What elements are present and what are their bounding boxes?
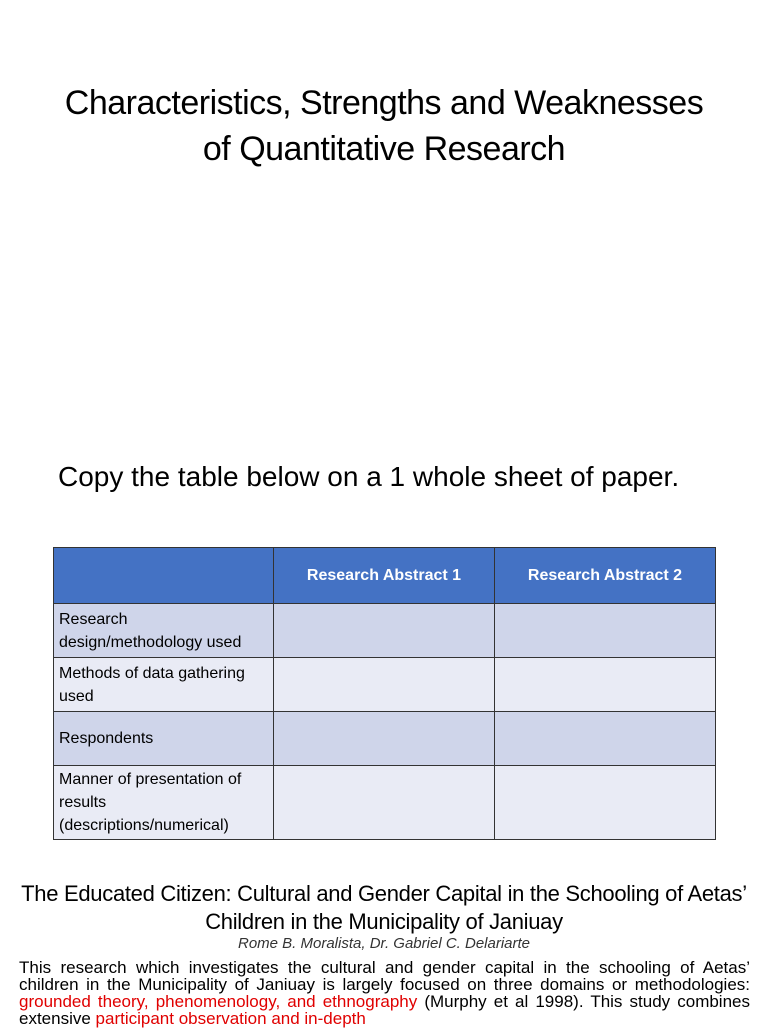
- row-label: Research design/methodology used: [54, 604, 274, 658]
- row-label: Methods of data gathering used: [54, 658, 274, 712]
- abstract-highlight: participant observation and in-depth: [95, 1009, 366, 1028]
- cell-abstract-1: [274, 766, 495, 840]
- header-cell-empty: [54, 548, 274, 604]
- instruction-text: Copy the table below on a 1 whole sheet of paper.: [58, 461, 680, 492]
- table-row: [54, 712, 716, 766]
- table-row: [54, 658, 716, 712]
- table-row: [54, 604, 716, 658]
- cell-abstract-1: [274, 604, 495, 658]
- slide-title: Characteristics, Strengths and Weaknesses of Quantitative Research: [64, 84, 704, 168]
- abstract-body: [19, 959, 750, 1027]
- abstract-title: The Educated Citizen: Cultural and Gender Capital in the Schooling of Aetas’ Children in the Municipality of Janiuay: [21, 881, 747, 934]
- abstract-text-segment: (Murphy et al 1998). This study combines extensive: [19, 992, 750, 1028]
- abstract-text-segment: This research which investigates the cultural and gender capital in the schooling of Aetas’ children in the Municipality of Janiuay is largely focused on three domains or methodologies:: [19, 958, 750, 994]
- abstract-highlight: grounded theory, phenomenology, and ethnography: [19, 992, 418, 1011]
- cell-abstract-2: [495, 604, 716, 658]
- abstract-authors: Rome B. Moralista, Dr. Gabriel C. Delariarte: [237, 935, 531, 952]
- cell-abstract-1: [274, 658, 495, 712]
- cell-abstract-2: [495, 766, 716, 840]
- row-label: Respondents: [54, 712, 274, 766]
- row-label: Manner of presentation of results (descriptions/numerical): [54, 766, 274, 840]
- cell-abstract-1: [274, 712, 495, 766]
- cell-abstract-2: [495, 658, 716, 712]
- abstract-comparison-table: [53, 547, 716, 840]
- table-header-row: [54, 548, 716, 604]
- header-cell-abstract-1: Research Abstract 1: [274, 548, 495, 604]
- cell-abstract-2: [495, 712, 716, 766]
- table-row: [54, 766, 716, 840]
- header-cell-abstract-2: Research Abstract 2: [495, 548, 716, 604]
